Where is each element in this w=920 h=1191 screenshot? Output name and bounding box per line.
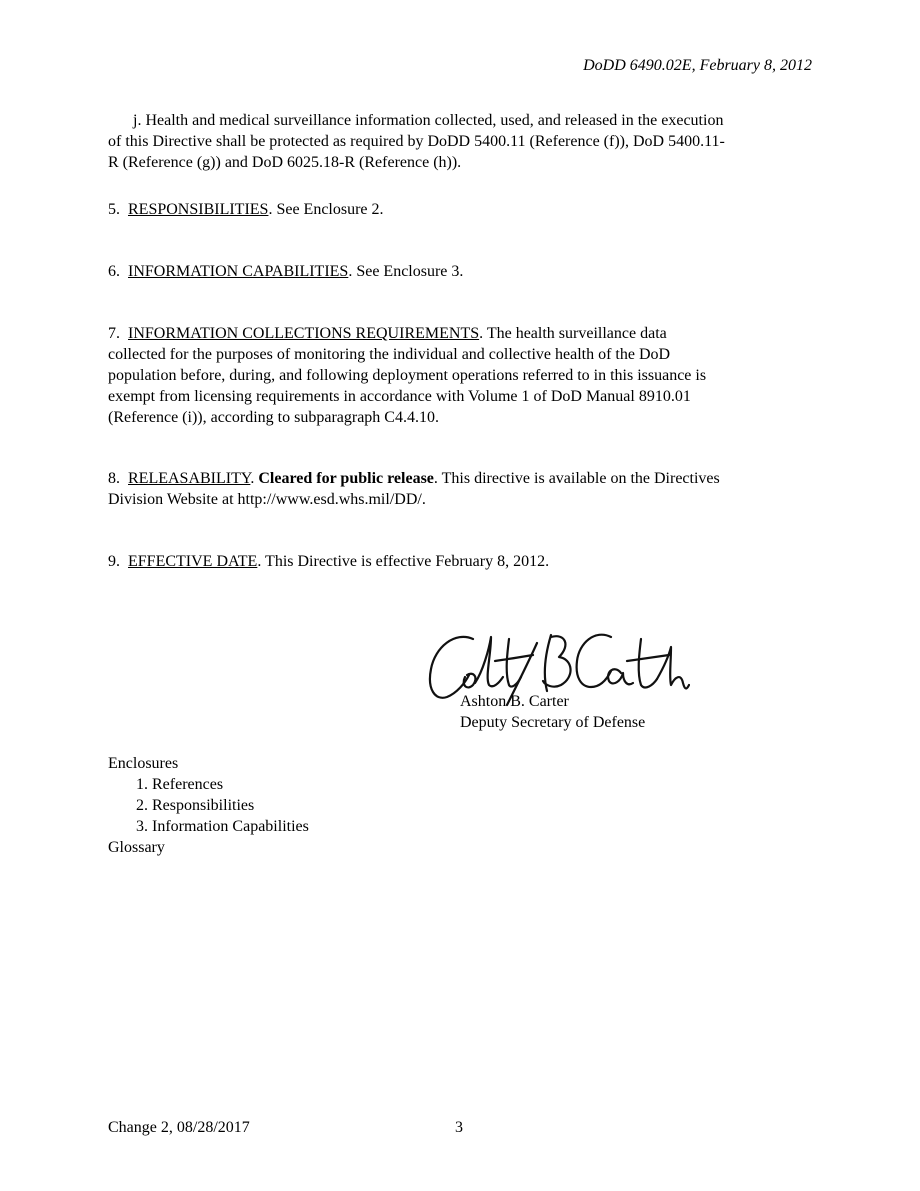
- section-7-number: 7.: [108, 325, 120, 342]
- section-8-sep: .: [250, 470, 259, 487]
- enclosure-item: 1. References: [136, 776, 224, 793]
- section-6-text: . See Enclosure 3.: [348, 263, 464, 280]
- section-9-heading: EFFECTIVE DATE: [128, 553, 258, 570]
- section-7-line1: [108, 323, 818, 344]
- section-7-line5: (Reference (i)), according to subparagraph C4.4.10.: [108, 409, 439, 426]
- enclosure-item: 2. Responsibilities: [136, 797, 255, 814]
- section-5: [108, 199, 818, 220]
- enclosure-item: 3. Information Capabilities: [136, 818, 309, 835]
- para-j-line1: j. Health and medical surveillance information collected, used, and released in the execution: [133, 112, 724, 129]
- footer-change: Change 2, 08/28/2017: [108, 1119, 250, 1136]
- section-6-number: 6.: [108, 263, 120, 280]
- section-9-number: 9.: [108, 553, 120, 570]
- section-6-heading: INFORMATION CAPABILITIES: [128, 263, 349, 280]
- section-8-bold: Cleared for public release: [258, 470, 434, 487]
- section-7-heading: INFORMATION COLLECTIONS REQUIREMENTS: [128, 325, 480, 342]
- section-8-number: 8.: [108, 470, 120, 487]
- signer-name: Ashton B. Carter: [460, 693, 569, 710]
- section-5-number: 5.: [108, 201, 120, 218]
- section-5-text: . See Enclosure 2.: [268, 201, 384, 218]
- para-j-line2: of this Directive shall be protected as required by DoDD 5400.11 (Reference (f)), DoD 5400.11-: [108, 133, 725, 150]
- section-8-line1: [108, 468, 818, 489]
- section-8-line2: Division Website at http://www.esd.whs.mil/DD/.: [108, 491, 426, 508]
- running-head: DoDD 6490.02E, February 8, 2012: [583, 57, 812, 74]
- section-8-heading: RELEASABILITY: [128, 470, 251, 487]
- section-7-line1-text: . The health surveillance data: [479, 325, 667, 342]
- section-7-line3: population before, during, and following deployment operations referred to in this issuance is: [108, 367, 707, 384]
- section-7-line2: collected for the purposes of monitoring the individual and collective health of the DoD: [108, 346, 671, 363]
- page-number: 3: [455, 1119, 463, 1136]
- para-j-line3: R (Reference (g)) and DoD 6025.18-R (Reference (h)).: [108, 154, 462, 171]
- section-9: [108, 551, 818, 572]
- signer-title: Deputy Secretary of Defense: [460, 714, 646, 731]
- glossary-label: Glossary: [108, 839, 165, 856]
- section-8-line1-text: . This directive is available on the Directives: [433, 470, 720, 487]
- section-7-line4: exempt from licensing requirements in accordance with Volume 1 of DoD Manual 8910.01: [108, 388, 691, 405]
- section-5-heading: RESPONSIBILITIES: [128, 201, 269, 218]
- enclosures-heading: Enclosures: [108, 755, 179, 772]
- section-9-text: . This Directive is effective February 8, 2012.: [257, 553, 550, 570]
- section-6: [108, 261, 818, 282]
